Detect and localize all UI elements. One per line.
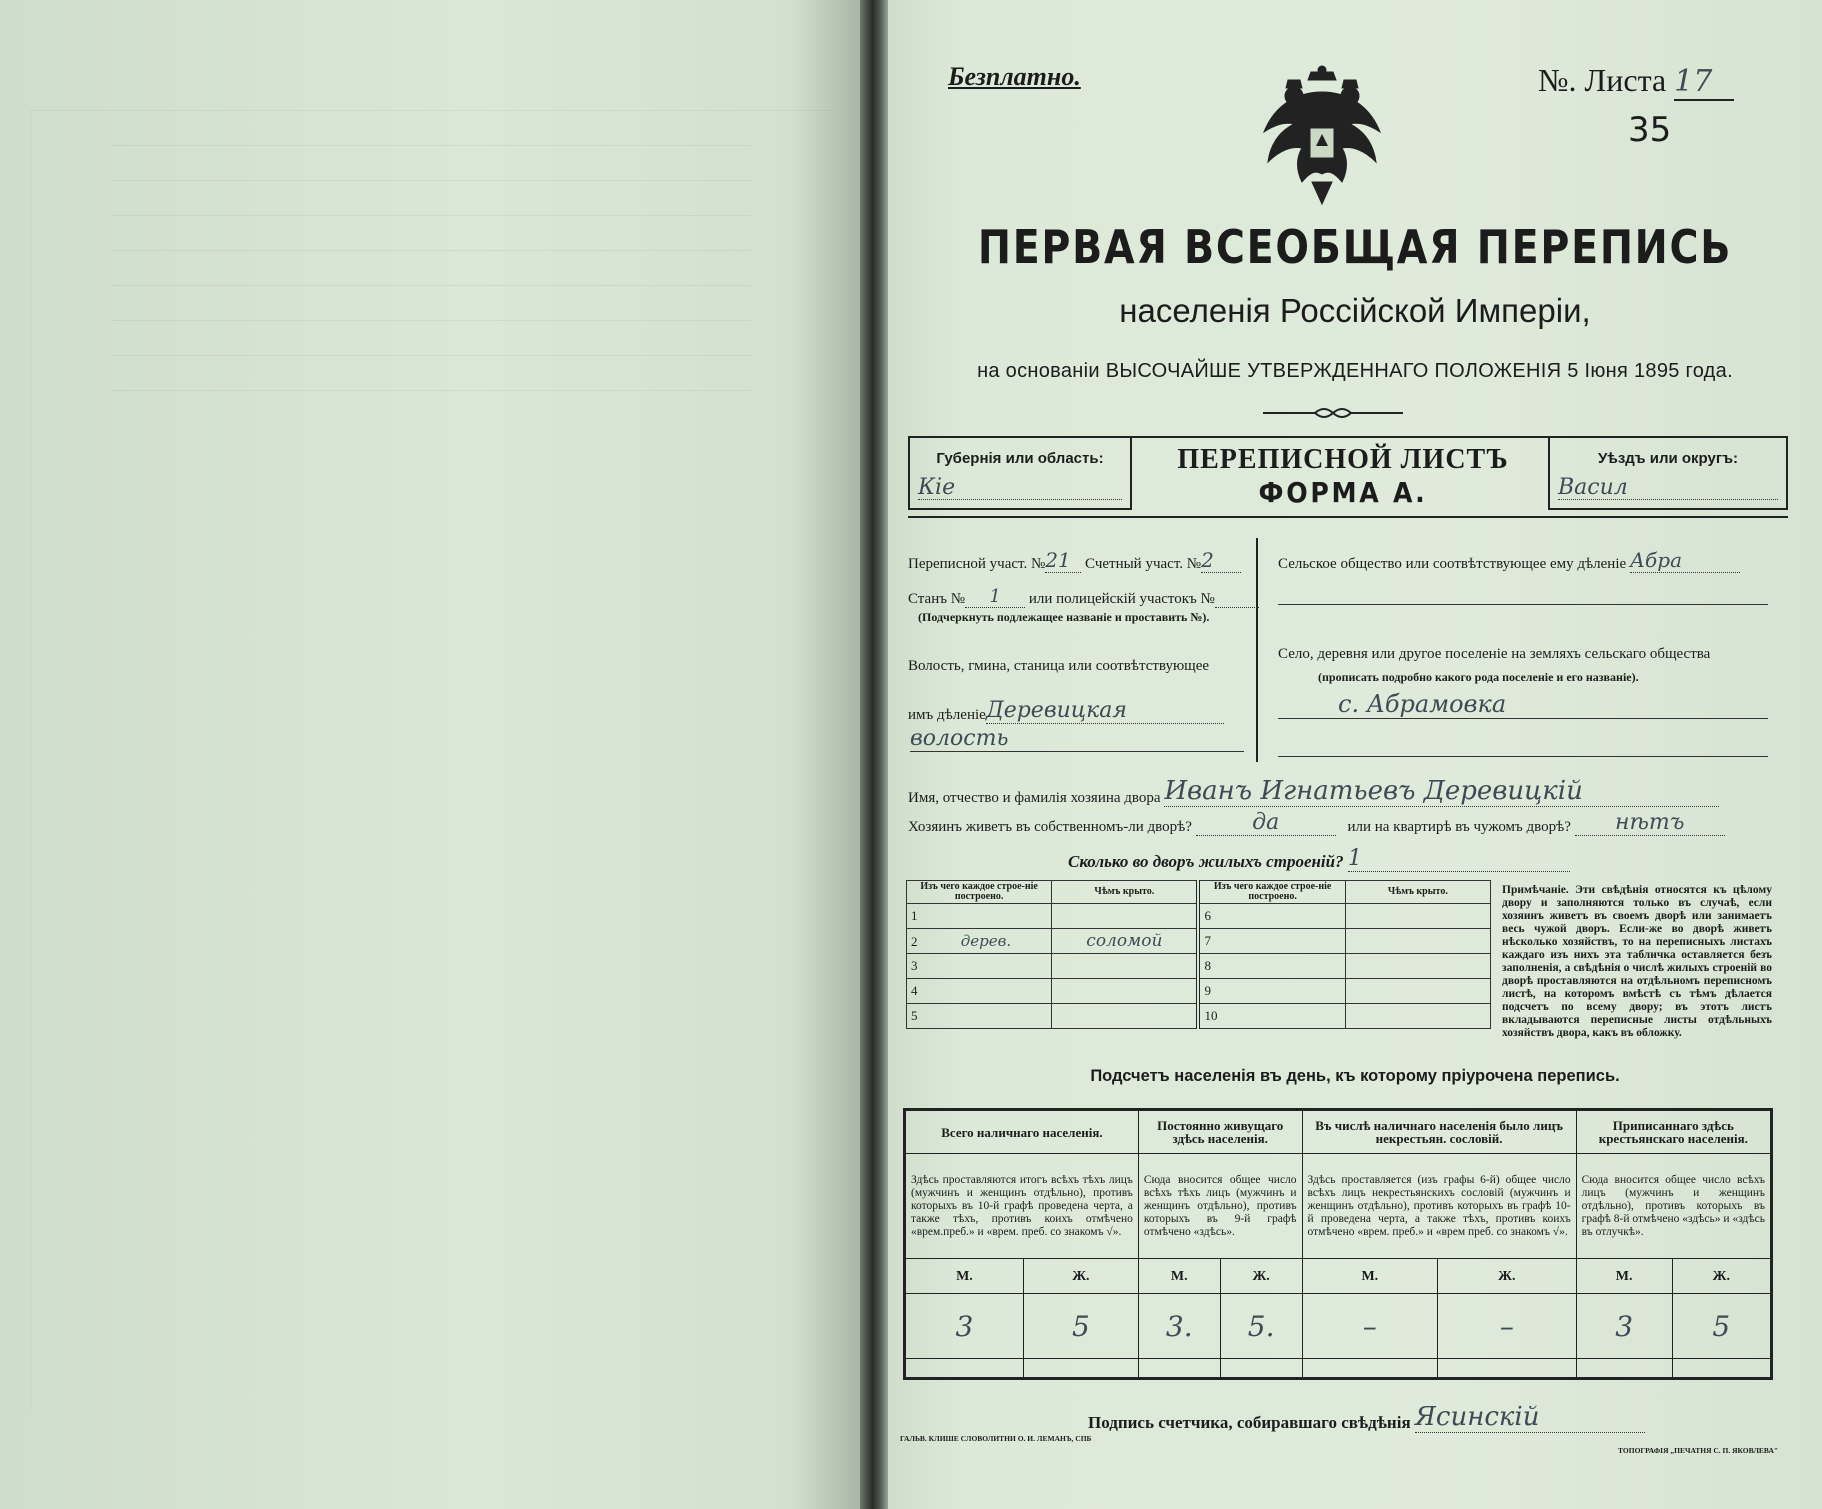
rent-label: или на квартирѣ въ чужомъ дворѣ? [1347,819,1571,835]
col-material-right: Изъ чего каждое строе-ніе построено. [1198,881,1345,904]
stan-label: Станъ № [908,591,966,607]
buildings-value: 1 [1348,846,1570,872]
buildings-label: Сколько во дворъ жилыхъ строеній? [1068,852,1344,871]
province-value: Кіе [918,475,1122,500]
registered-female-value: 5 [1672,1294,1771,1359]
row-number: 3 [907,954,1052,979]
bleed-through-lines [30,110,831,1411]
underline-note: (Подчеркнуть подлежащее названіе и проставить №). [918,610,1210,624]
district-box [1548,438,1788,510]
male-label: М. [905,1259,1024,1294]
male-label: М. [1138,1259,1220,1294]
province-box [908,438,1132,510]
table-row [907,954,1491,979]
buildings-row [1068,846,1570,872]
table-row [907,904,1491,929]
book-gutter [860,0,888,1509]
non-peasant-male-value: – [1302,1294,1438,1359]
table-row [907,979,1491,1004]
non-peasant-female-value: – [1438,1294,1577,1359]
row-number: 4 [907,979,1052,1004]
owner-row [908,776,1719,807]
group-desc-non-peasant: Здѣсь проставляется (изъ графы 6-й) общее число всѣхъ лицъ некрестьянскихъ сословій (мужчинъ и женщинъ отдѣльно), противъ которыхъ въ графѣ 10-й проведена черта, а также тѣхъ, противъ коихъ отмѣчено «врем. преб.» и «врем преб. со знакомъ √». [1302,1154,1576,1259]
female-label: Ж. [1438,1259,1577,1294]
form-title: ПЕРЕПИСНОЙ ЛИСТЪ [1177,444,1509,475]
society-value: Абра [1630,548,1740,573]
volost-value: Деревицкая [986,698,1224,724]
volost-label: Волость, гмина, станица или соотвѣтствующее [908,658,1210,674]
signature-value: Ясинскій [1415,1402,1645,1433]
group-desc-registered: Сюда вносится общее число всѣхъ лицъ (мужчинъ и женщинъ отдѣльно), противъ которыхъ въ графѣ 8-й отмѣчено «здѣсь» и «здѣсь въ отлучкѣ». [1576,1154,1771,1259]
population-count-table [903,1108,1773,1380]
own-yard-label: Хозяинъ живетъ въ собственномъ-ли дворѣ? [908,819,1192,835]
village-line [1278,756,1768,757]
census-form-page [888,0,1822,1509]
male-label: М. [1302,1259,1438,1294]
province-label: Губернія или область: [936,450,1104,467]
own-yard-value: да [1196,810,1336,836]
counting-area-label: Счетный участ. № [1085,556,1202,572]
row-number: 2 [911,934,918,949]
census-area-value: 21 [1045,548,1081,573]
permanent-female-value: 5. [1220,1294,1302,1359]
double-headed-eagle-icon [1256,62,1388,207]
sheet-number-label: №. Листа [1538,62,1667,98]
owner-value: Иванъ Игнатьевъ Деревицкій [1164,776,1719,807]
male-label: М. [1576,1259,1672,1294]
village-label: Село, деревня или другое поселеніе на земляхъ сельскаго общества [1278,646,1711,662]
district-label: Уѣздъ или округъ: [1597,450,1739,467]
row-number: 6 [1198,904,1345,929]
roof-value: соломой [1052,929,1199,954]
census-subtitle: населенія Россійской Имперіи, [1119,292,1591,329]
yard-row [908,810,1725,836]
group-title-non-peasant: Въ числѣ наличнаго населенія было лицъ некрестьян. сословій. [1302,1110,1576,1154]
group-desc-total: Здѣсь проставляются итогъ всѣхъ тѣхъ лицъ (мужчинъ и женщинъ отдѣльно), противъ которыхъ въ 10-й графѣ проведена черта, а также тѣхъ, противъ коихъ отмѣчено «врем.преб.» и «врем. преб. со знакомъ √». [905,1154,1139,1259]
stan-row [908,586,1259,608]
volost-value-2: волость [910,726,1244,752]
volost-label-2: имъ дѣленіе [908,707,986,723]
free-label: Безплатно. [948,62,1081,91]
census-title: ПЕРВАЯ ВСЕОБЩАЯ ПЕРЕПИСЬ [977,220,1733,274]
sheet-number-second: 35 [1628,110,1672,150]
row-number: 1 [907,904,1052,929]
society-line [1278,604,1768,605]
volost-row [908,698,1224,724]
divider-ornament [1263,406,1403,420]
col-roof-right: Чѣмъ крыто. [1345,881,1490,904]
form-header-band [908,436,1788,518]
group-title-permanent: Постоянно живущаго здѣсь населенія. [1138,1110,1302,1154]
signature-row [1088,1402,1645,1433]
registered-male-value: 3 [1576,1294,1672,1359]
census-area-row [908,548,1241,573]
female-label: Ж. [1672,1259,1771,1294]
row-number: 10 [1198,1004,1345,1029]
table-row [907,1004,1491,1029]
material-value: дерев. [960,932,1012,950]
row-number: 9 [1198,979,1345,1004]
sheet-number [1538,62,1734,101]
village-value: с. Абрамовка [1278,690,1768,719]
group-title-total: Всего наличнаго населенія. [905,1110,1139,1154]
total-female-value: 5 [1023,1294,1138,1359]
counting-area-value: 2 [1201,548,1241,573]
stan-value: 1 [965,586,1025,608]
count-heading: Подсчетъ населенія въ день, къ которому пріурочена перепись. [1090,1067,1620,1085]
group-title-registered: Приписаннаго здѣсь крестьянскаго населенія. [1576,1110,1771,1154]
census-area-label: Переписной участ. № [908,556,1046,572]
group-desc-permanent: Сюда вносится общее число всѣхъ тѣхъ лицъ (мужчинъ и женщинъ отдѣльно), противъ которыхъ въ 9-й графѣ отмѣчено «здѣсь». [1138,1154,1302,1259]
buildings-note: Примѣчаніе. Эти свѣдѣнія относятся къ цѣлому двору и заполняются только въ случаѣ, если хозяинъ живетъ въ своемъ дворѣ или занимаетъ весь чужой дворъ. Если-же во дворѣ живетъ нѣсколько хозяйствъ, то на переписныхъ листахъ каждаго изъ нихъ эта табличка оставляется безъ заполненія, а свѣдѣнія о числѣ жилыхъ строеній во дворѣ проставляются на отдѣльномъ переписномъ листѣ, на которомъ вмѣстѣ съ тѣмъ дѣлается подсчетъ по всему двору; въ этотъ листъ вкладываются переписные листы отдѣльныхъ хозяйствъ двора, какъ въ обложку. [1502,884,1772,1039]
owner-label: Имя, отчество и фамилія хозяина двора [908,790,1161,806]
rent-value: нѣтъ [1575,810,1725,836]
buildings-table [906,880,1491,1029]
society-row [1278,548,1740,573]
form-letter: ФОРМА А. [1258,476,1428,509]
total-male-value: 3 [905,1294,1024,1359]
permanent-male-value: 3. [1138,1294,1220,1359]
printer-imprint-right: ТОПОГРАФІЯ „ПЕЧАТНЯ С. П. ЯКОВЛЕВА" [1618,1446,1779,1455]
sheet-number-value: 17 [1674,64,1734,101]
female-label: Ж. [1023,1259,1138,1294]
form-title-block [1138,444,1548,509]
police-value [1215,607,1259,608]
village-note: (прописать подробно какого рода поселеніе и его названіе). [1318,670,1639,684]
column-divider [1256,538,1258,762]
district-value: Васил [1558,475,1778,500]
police-label: или полицейскій участокъ № [1028,591,1215,607]
row-number: 7 [1198,929,1345,954]
row-number: 5 [907,1004,1052,1029]
left-blank-page [0,0,860,1509]
printer-imprint-left: ГАЛЬВ. КЛИШЕ СЛОВОЛИТНИ О. И. ЛЕМАНЪ, СПБ [900,1434,1092,1443]
col-roof-left: Чѣмъ крыто. [1052,881,1199,904]
table-row [907,929,1491,954]
female-label: Ж. [1220,1259,1302,1294]
society-label: Сельское общество или соотвѣтствующее ему дѣленіе [1278,556,1627,572]
row-number: 8 [1198,954,1345,979]
legal-basis: на основаніи ВЫСОЧАЙШЕ УТВЕРЖДЕННАГО ПОЛОЖЕНІЯ 5 Іюня 1895 года. [977,360,1733,382]
signature-label: Подпись счетчика, собиравшаго свѣдѣнія [1088,1413,1411,1432]
col-material-left: Изъ чего каждое строе-ніе построено. [907,881,1052,904]
